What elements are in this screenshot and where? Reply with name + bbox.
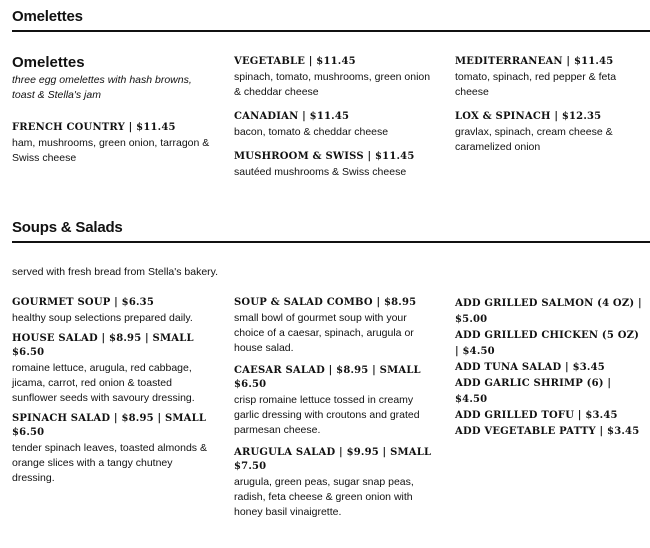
menu-item-lox-spinach [455, 110, 645, 155]
menu-item-description: gravlax, spinach, cream cheese & caramelized onion [455, 126, 613, 153]
menu-item-title: HOUSE SALAD | $8.95 | SMALL $6.50 [12, 333, 194, 358]
menu-item-description: crisp romaine lettuce tossed in creamy garlic dressing with croutons and grated parmesan cheese. [234, 394, 420, 436]
menu-item-title: ARUGULA SALAD | $9.95 | SMALL $7.50 [234, 447, 432, 472]
addon-item: ADD GRILLED CHICKEN (5 OZ) | $4.50 [455, 330, 640, 357]
menu-item-title: CAESAR SALAD | $8.95 | SMALL $6.50 [234, 365, 421, 390]
menu-item-title: MEDITERRANEAN | $11.45 [455, 56, 614, 67]
menu-item-description: healthy soup selections prepared daily. [12, 312, 193, 324]
soups-section-title: Soups & Salads [12, 219, 123, 236]
omelettes-column-2 [234, 55, 434, 190]
menu-item-description: small bowl of gourmet soup with your choice of a caesar, spinach, arugula or house salad. [234, 312, 414, 354]
menu-item-description: arugula, green peas, sugar snap peas, radish, feta cheese & green onion with honey basil vinaigrette. [234, 476, 414, 518]
soups-column-3-addons [455, 296, 645, 440]
menu-item-title: MUSHROOM & SWISS | $11.45 [234, 151, 415, 162]
menu-item-description: tomato, spinach, red pepper & feta cheese [455, 71, 617, 98]
menu-item-title: CANADIAN | $11.45 [234, 111, 350, 122]
served-note: served with fresh bread from Stella's bakery. [12, 266, 219, 278]
menu-item-title: LOX & SPINACH | $12.35 [455, 111, 602, 122]
omelettes-column-1 [12, 54, 217, 176]
menu-item-description: spinach, tomato, mushrooms, green onion & cheddar cheese [234, 71, 431, 98]
menu-item-caesar-salad [234, 364, 434, 438]
addon-item: ADD GRILLED SALMON (4 OZ) | $5.00 [455, 298, 642, 325]
menu-item-description: bacon, tomato & cheddar cheese [234, 126, 389, 138]
soups-column-1 [12, 296, 217, 496]
menu-item-mushroom-swiss [234, 150, 434, 180]
omelettes-subhead: Omelettes [12, 54, 85, 71]
menu-item-spinach-salad [12, 412, 217, 486]
menu-item-house-salad [12, 332, 217, 406]
menu-item-soup-salad-combo [234, 296, 434, 356]
menu-item-title: GOURMET SOUP | $6.35 [12, 297, 154, 308]
menu-item-gourmet-soup [12, 296, 217, 326]
section-divider [12, 30, 650, 32]
menu-item-arugula-salad [234, 446, 434, 520]
menu-item-title: VEGETABLE | $11.45 [234, 56, 356, 67]
addon-item: ADD GRILLED TOFU | $3.45 [455, 410, 618, 421]
omelettes-section-title: Omelettes [12, 8, 83, 25]
menu-item-mediterranean [455, 55, 645, 100]
menu-item-description: ham, mushrooms, green onion, tarragon & Swiss cheese [12, 137, 210, 164]
addon-item: ADD TUNA SALAD | $3.45 [455, 362, 605, 373]
omelettes-column-3 [455, 55, 645, 165]
menu-item-description: tender spinach leaves, toasted almonds & orange slices with a tangy chutney dressing. [12, 442, 207, 484]
soups-column-2 [234, 296, 434, 530]
menu-item-vegetable [234, 55, 434, 100]
section-divider [12, 241, 650, 243]
omelettes-intro: three egg omelettes with hash browns, toast & Stella's jam [12, 74, 192, 101]
menu-item-title: SOUP & SALAD COMBO | $8.95 [234, 297, 417, 308]
menu-item-title: FRENCH COUNTRY | $11.45 [12, 122, 176, 133]
menu-item-canadian [234, 110, 434, 140]
addon-item: ADD VEGETABLE PATTY | $3.45 [455, 426, 640, 437]
menu-item-title: SPINACH SALAD | $8.95 | SMALL $6.50 [12, 413, 207, 438]
menu-item-french-country [12, 121, 217, 166]
menu-item-description: romaine lettuce, arugula, red cabbage, jicama, carrot, red onion & toasted sunflower seeds with savoury dressing. [12, 362, 195, 404]
menu-item-description: sautéed mushrooms & Swiss cheese [234, 166, 407, 178]
addon-item: ADD GARLIC SHRIMP (6) | $4.50 [455, 378, 612, 405]
